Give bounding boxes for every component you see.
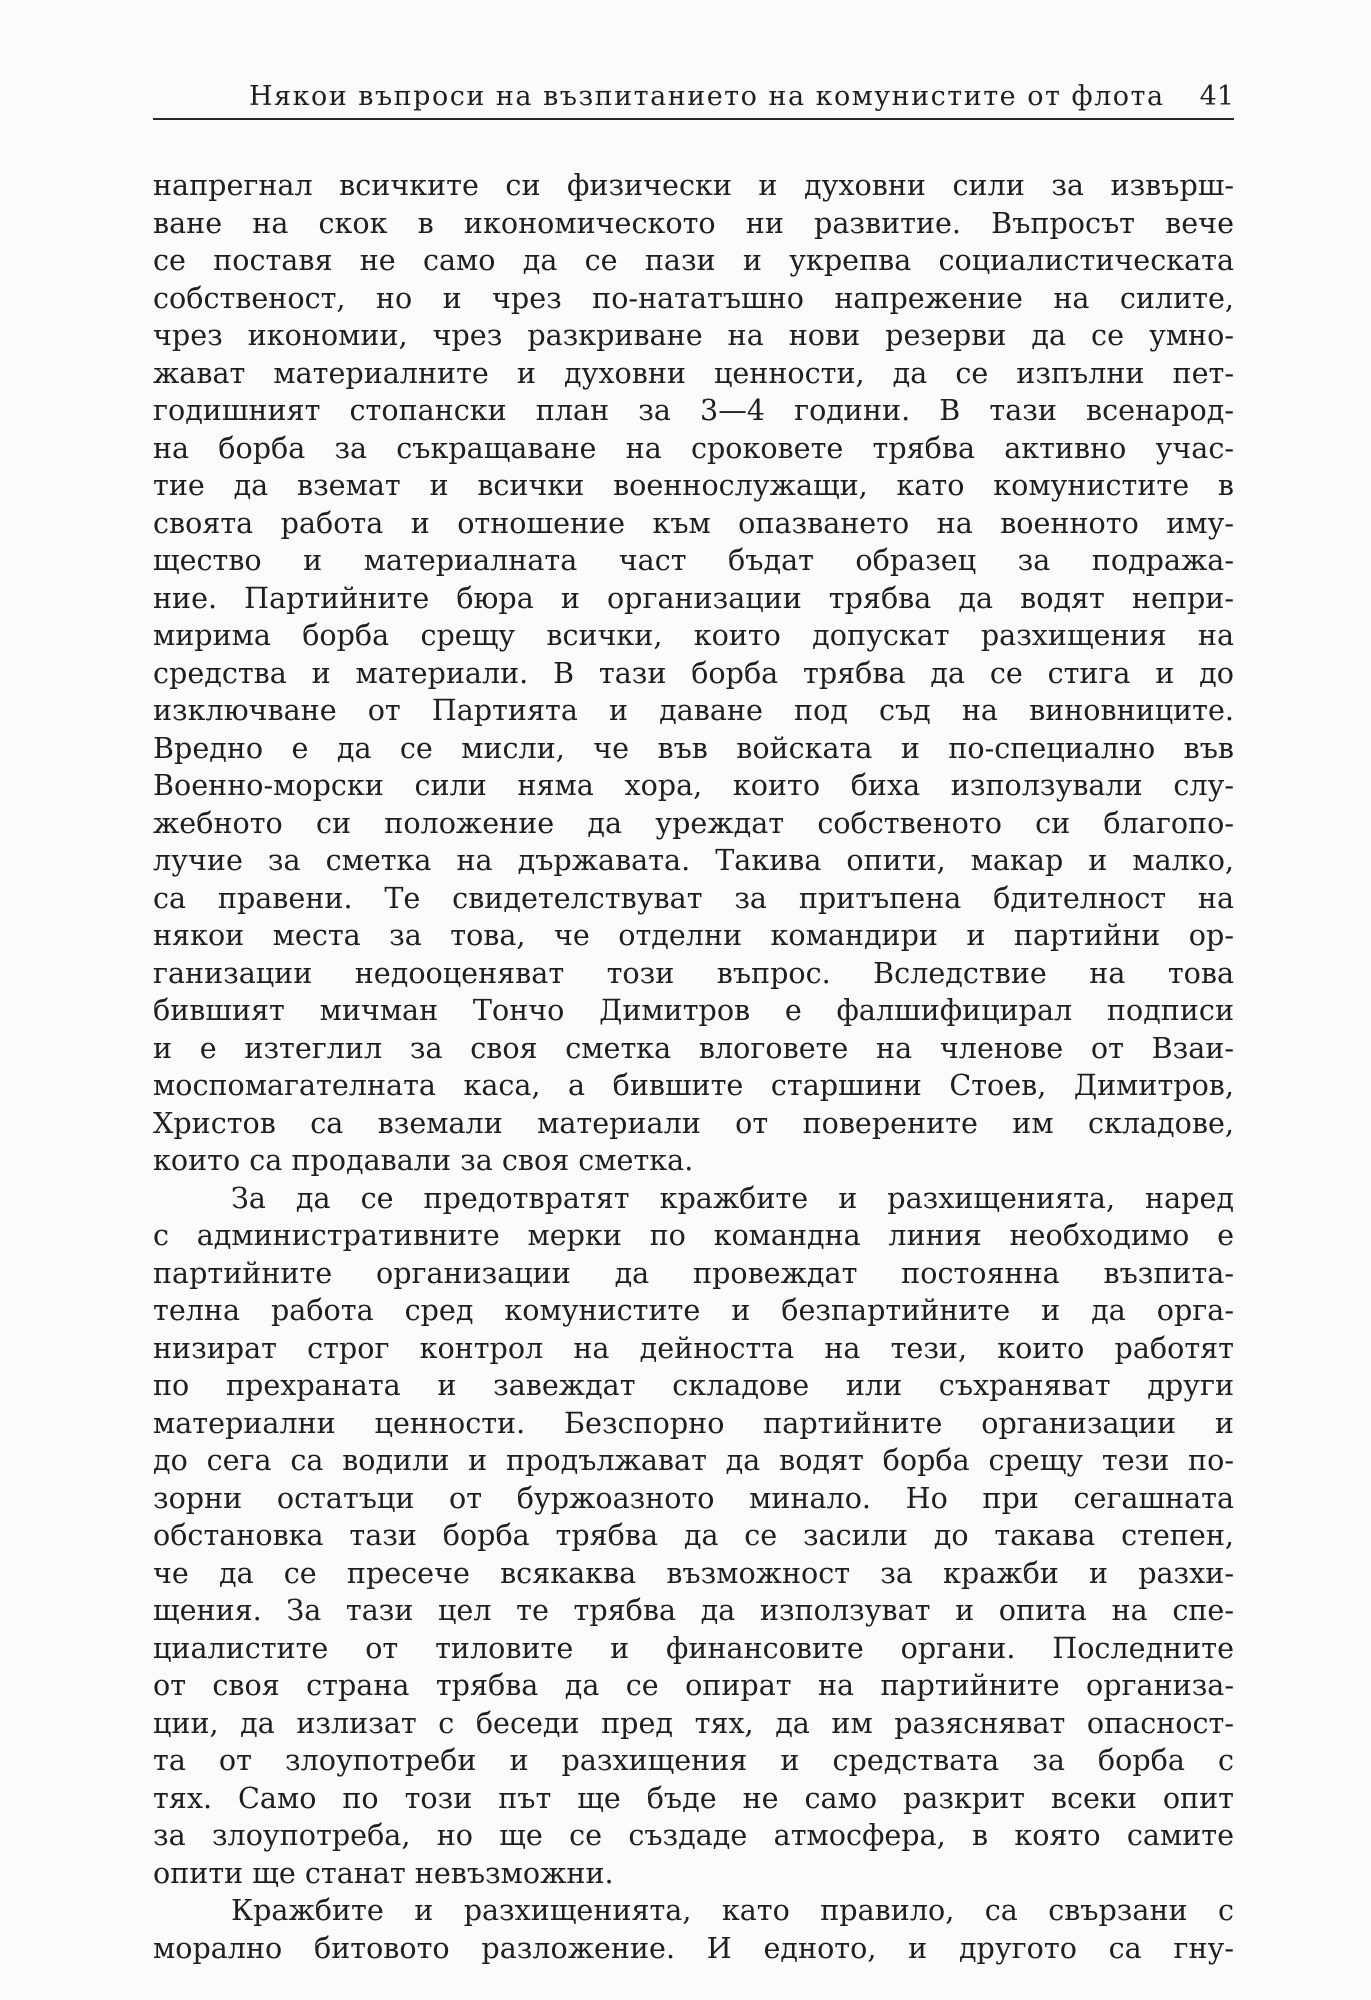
page-number: 41	[1199, 81, 1234, 112]
text-line: напрегнал всичките си физически и духовни сили за извърш-	[153, 168, 1234, 202]
text-line: тях. Само по този път ще бъде не само разкрит всеки опит	[153, 1780, 1234, 1815]
text-line: телна работа сред комунистите и безпартийните и да орга-	[153, 1293, 1234, 1327]
text-line: Вредно е да се мисли, че във войската и по-специално във	[153, 730, 1234, 765]
text-line: до сега са водили и продължават да водят борба срещу тези по-	[153, 1443, 1234, 1477]
text-line: са правени. Те свидетелствуват за притъпена бдителност на	[153, 880, 1234, 915]
text-line: моспомагателната каса, а бившите старшини Стоев, Димитров,	[153, 1068, 1234, 1102]
running-header	[153, 78, 1234, 120]
text-line: някои места за това, че отделни командири и партийни ор-	[153, 918, 1234, 952]
text-line: от своя страна трябва да се опират на партийните организа-	[153, 1668, 1234, 1702]
text-line: ние. Партийните бюра и организации трябва да водят непри-	[153, 580, 1234, 615]
text-line: на борба за съкращаване на сроковете трябва активно учас-	[153, 430, 1234, 465]
text-line: морално битовото разложение. И едното, и другото са гну-	[153, 1930, 1234, 1965]
text-line: щество и материалната част бъдат образец за подража-	[153, 543, 1234, 577]
text-line: средства и материали. В тази борба трябва да се стига и до	[153, 655, 1234, 690]
paragraph	[153, 1180, 1234, 1893]
text-line: годишният стопански план за 3—4 години. В тази всенарод-	[153, 393, 1234, 427]
text-line: зорни остатъци от буржоазното минало. Но при сегашната	[153, 1480, 1234, 1515]
text-line: щения. За тази цел те трябва да използуват и опита на спе-	[153, 1593, 1234, 1627]
text-line: та от злоупотреби и разхищения и средствата за борба с	[153, 1743, 1234, 1777]
text-line: и е изтеглил за своя сметка влоговете на членове от Взаи-	[153, 1030, 1234, 1065]
text-line: партийните организации да провеждат постоянна възпита-	[153, 1255, 1234, 1290]
text-line: за злоупотреба, но ще се създаде атмосфера, в която самите	[153, 1818, 1234, 1852]
text-line: чрез икономии, чрез разкриване на нови резерви да се умно-	[153, 318, 1234, 352]
text-line: ване на скок в икономическото ни развитие. Въпросът вече	[153, 205, 1234, 240]
paragraph	[153, 1892, 1234, 1967]
text-line: собственост, но и чрез по-нататъшно напрежение на силите,	[153, 280, 1234, 315]
text-line: Кражбите и разхищенията, като правило, са свързани с	[231, 1893, 1234, 1927]
paragraph	[153, 167, 1234, 1180]
text-line: ции, да излизат с беседи пред тях, да им разясняват опасност-	[153, 1705, 1234, 1740]
running-title: Някои въпроси на възпитанието на комунистите от флота	[249, 81, 1165, 112]
text-line: мирима борба срещу всички, които допускат разхищения на	[153, 618, 1234, 652]
text-line: че да се пресече всякаква възможност за кражби и разхи-	[153, 1555, 1234, 1590]
text-line: циалистите от тиловите и финансовите органи. Последните	[153, 1630, 1234, 1665]
text-line: опити ще станат невъзможни.	[153, 1855, 614, 1890]
text-line: обстановка тази борба трябва да се засили до такава степен,	[153, 1518, 1234, 1552]
text-line: с административните мерки по командна линия необходимо е	[153, 1218, 1234, 1252]
text-line: За да се предотвратят кражбите и разхищенията, наред	[231, 1180, 1234, 1215]
text-line: се поставя не само да се пази и укрепва социалистическата	[153, 243, 1234, 277]
text-line: изключване от Партията и даване под съд на виновниците.	[153, 693, 1234, 727]
text-line: по прехраната и завеждат складове или съхраняват други	[153, 1368, 1234, 1402]
text-line: жават материалните и духовни ценности, да се изпълни пет-	[153, 355, 1234, 390]
text-line: тие да вземат и всички военнослужащи, като комунистите в	[153, 468, 1234, 502]
text-line: лучие за сметка на държавата. Такива опити, макар и малко,	[153, 843, 1234, 877]
text-line: Военно-морски сили няма хора, които биха използували слу-	[153, 768, 1234, 802]
text-line: бившият мичман Тончо Димитров е фалшифицирал подписи	[153, 993, 1234, 1027]
text-line: своята работа и отношение към опазването на военното иму-	[153, 505, 1234, 540]
text-line: материални ценности. Безспорно партийните организации и	[153, 1405, 1234, 1440]
text-line: низират строг контрол на дейността на тези, които работят	[153, 1330, 1234, 1365]
body-text	[153, 167, 1234, 1967]
text-line: Христов са вземали материали от поверените им складове,	[153, 1105, 1234, 1140]
text-line: жебното си положение да уреждат собственото си благопо-	[153, 805, 1234, 840]
text-line: ганизации недооценяват този въпрос. Вследствие на това	[153, 955, 1234, 990]
text-line: които са продавали за своя сметка.	[153, 1143, 694, 1177]
